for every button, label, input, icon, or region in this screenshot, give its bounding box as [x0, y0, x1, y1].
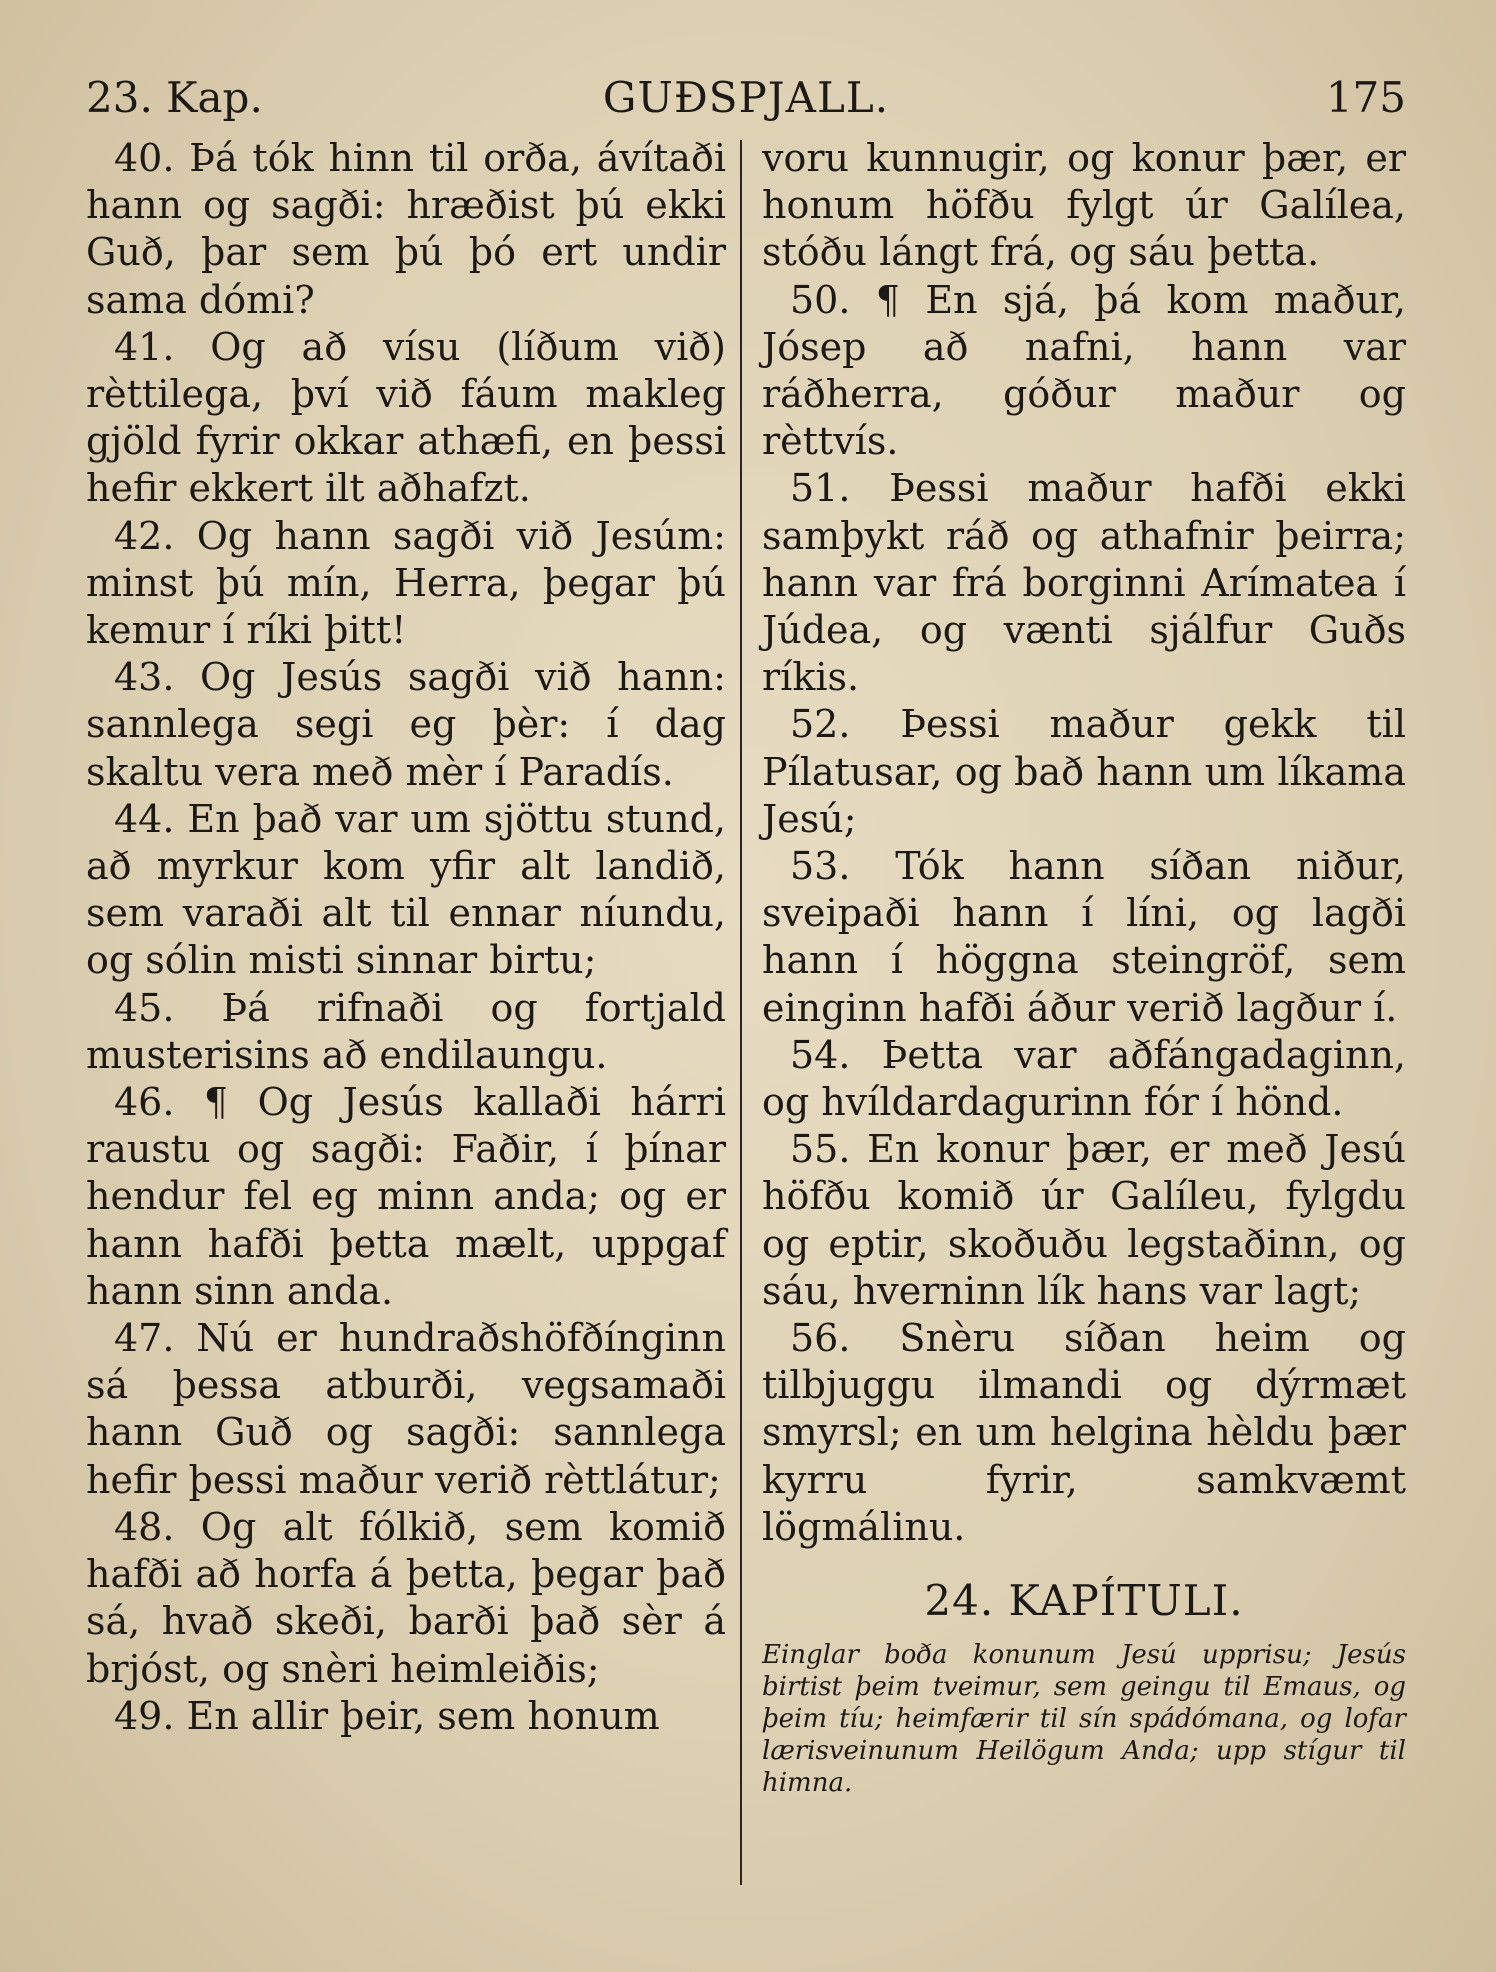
verse-49-continued: voru kunnugir, og konur þær, er honum höfðu fylgt úr Galílea, stóðu lángt frá, og sáu þetta.	[762, 136, 1406, 275]
column-divider	[740, 140, 742, 1885]
verse-56: 56. Snèru síðan heim og tilbjuggu ilmandi og dýrmæt smyrsl; en um helgina hèldu þær kyrru fyrir, samkvæmt lögmálinu.	[762, 1316, 1406, 1549]
verse-44: 44. En það var um sjöttu stund, að myrkur kom yfir alt landið, sem varaði alt til ennar níundu, og sólin misti sinnar birtu;	[86, 796, 726, 983]
verse-40: 40. Þá tók hinn til orða, ávítaði hann og sagði: hræðist þú ekki Guð, þar sem þú þó ert undir sama dómi?	[86, 136, 726, 322]
chapter-label: 23. Kap.	[86, 73, 263, 122]
verse-50: 50. ¶ En sjá, þá kom maður, Jósep að nafni, hann var ráðherra, góður maður og rèttvís.	[762, 277, 1406, 464]
chapter-heading: 24. KAPÍTULI.	[924, 1576, 1244, 1626]
left-column	[86, 135, 726, 1740]
page-number: 175	[1325, 73, 1406, 122]
verse-51: 51. Þessi maður hafði ekki samþykt ráð og athafnir þeirra; hann var frá borginni Arímatea í Júdea, og vænti sjálfur Guðs ríkis.	[762, 466, 1406, 700]
verse-43: 43. Og Jesús sagði við hann: sannlega segi eg þèr: í dag skaltu vera með mèr í Paradís.	[86, 655, 726, 794]
verse-55: 55. En konur þær, er með Jesú höfðu komið úr Galíleu, fylgdu og eptir, skoðuðu legstaðinn, og sáu, hverninn lík hans var lagt;	[762, 1127, 1406, 1313]
right-column	[762, 135, 1406, 1799]
verse-45: 45. Þá rifnaði og fortjald musterisins að endilaungu.	[86, 985, 726, 1077]
running-header	[86, 68, 1406, 128]
book-title: GUÐSPJALL.	[602, 73, 890, 122]
verse-46: 46. ¶ Og Jesús kallaði hárri raustu og sagði: Faðir, í þínar hendur fel eg minn anda; og er hann hafði þetta mælt, uppgaf hann sinn anda.	[86, 1080, 726, 1313]
verse-52: 52. Þessi maður gekk til Pílatusar, og bað hann um líkama Jesú;	[762, 702, 1406, 841]
chapter-summary: Einglar boða konunum Jesú upprisu; Jesús birtist þeim tveimur, sem geingu til Emaus, og þeim tíu; heimfærir til sín spádómana, og lofar lærisveinunum Heilögum Anda; upp stígur til himna.	[762, 1640, 1406, 1799]
verse-41: 41. Og að vísu (líðum við) rèttilega, því við fáum makleg gjöld fyrir okkar athæfi, en þessi hefir ekkert ilt aðhafzt.	[86, 324, 726, 511]
verse-47: 47. Nú er hundraðshöfðínginn sá þessa atburði, vegsamaði hann Guð og sagði: sannlega hefir þessi maður verið rèttlátur;	[86, 1316, 726, 1502]
verse-42: 42. Og hann sagði við Jesúm: minst þú mín, Herra, þegar þú kemur í ríki þitt!	[86, 513, 726, 653]
verse-53: 53. Tók hann síðan niður, sveipaði hann í líni, og lagði hann í höggna steingröf, sem einginn hafði áður verið lagður í.	[762, 844, 1406, 1030]
verse-54: 54. Þetta var aðfángadaginn, og hvíldardagurinn fór í hönd.	[762, 1032, 1406, 1125]
verse-49: 49. En allir þeir, sem honum	[114, 1693, 660, 1738]
verse-48: 48. Og alt fólkið, sem komið hafði að horfa á þetta, þegar það sá, hvað skeði, barði það sèr á brjóst, og snèri heimleiðis;	[86, 1504, 726, 1691]
